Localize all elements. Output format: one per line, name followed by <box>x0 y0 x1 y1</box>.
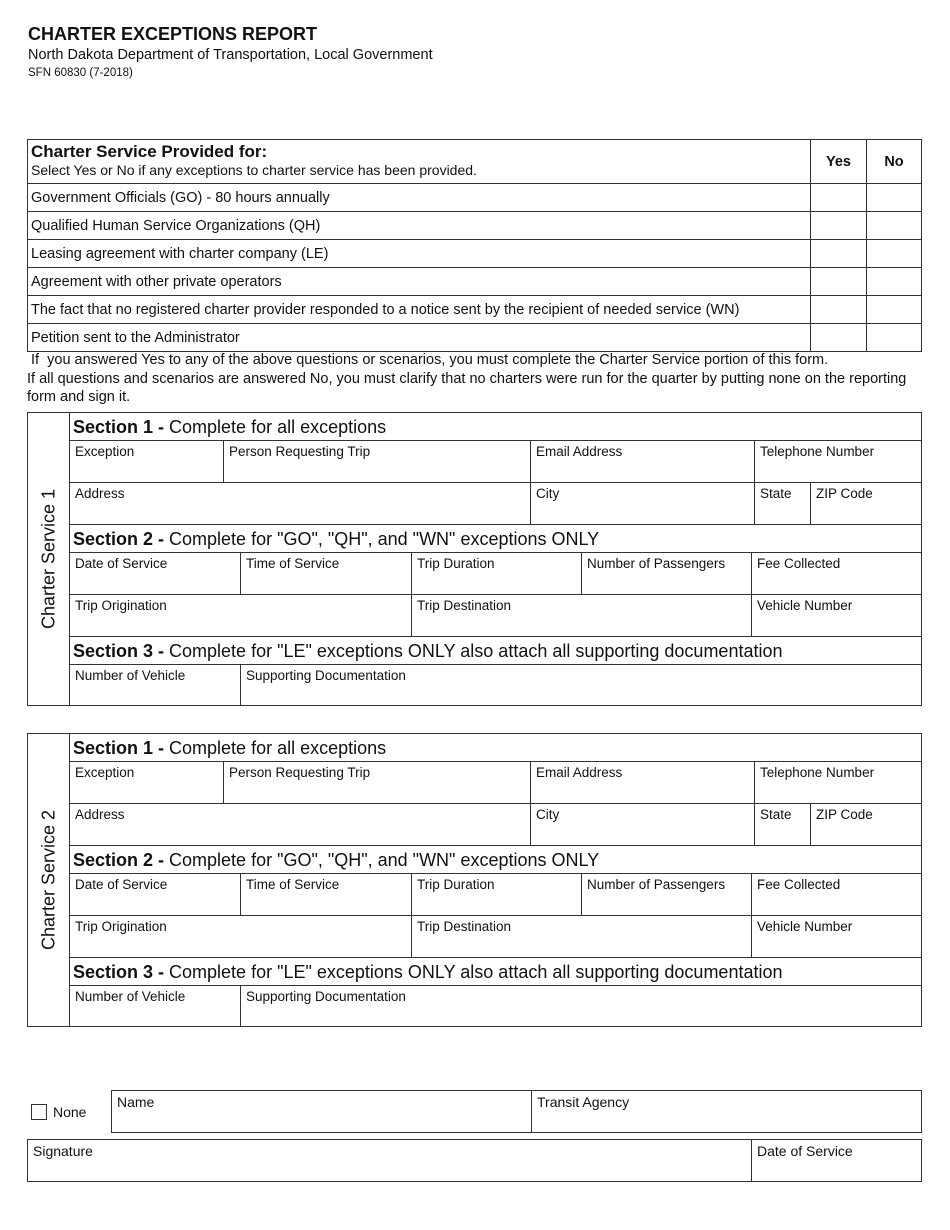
trip-destination-field[interactable]: Trip Destination <box>412 595 752 636</box>
section-2-row-2 <box>70 916 921 958</box>
yes-cell[interactable] <box>811 268 867 296</box>
no-cell[interactable] <box>867 296 922 324</box>
section-2-row-1 <box>70 553 921 595</box>
section-1-row-1 <box>70 762 921 804</box>
exception-field[interactable]: Exception <box>70 762 224 803</box>
time-of-service-field[interactable]: Time of Service <box>241 553 412 594</box>
row-label: Qualified Human Service Organizations (QH) <box>28 212 811 240</box>
section-3-text: Complete for "LE" exceptions ONLY also attach all supporting documentation <box>164 641 783 661</box>
charter-service-2-block <box>27 733 922 1027</box>
table-row <box>28 240 922 268</box>
yes-cell[interactable] <box>811 184 867 212</box>
row-label: The fact that no registered charter provider responded to a notice sent by the recipient of needed service (WN) <box>28 296 811 324</box>
time-of-service-field[interactable]: Time of Service <box>241 874 412 915</box>
table-row <box>28 212 922 240</box>
city-field[interactable]: City <box>531 483 755 524</box>
section-1-bold: Section 1 - <box>73 417 165 437</box>
section-2-row-1 <box>70 874 921 916</box>
instruction-note <box>27 351 922 407</box>
state-field[interactable]: State <box>755 483 811 524</box>
charter-service-side-label <box>28 413 70 705</box>
number-of-passengers-field[interactable]: Number of Passengers <box>582 553 752 594</box>
row-label: Agreement with other private operators <box>28 268 811 296</box>
no-cell[interactable] <box>867 240 922 268</box>
section-1-text: Complete for all exceptions <box>164 417 387 437</box>
name-agency-box <box>111 1090 922 1133</box>
date-of-service-field[interactable]: Date of Service <box>70 874 241 915</box>
section-3-header <box>70 637 921 665</box>
supporting-documentation-field[interactable]: Supporting Documentation <box>246 989 406 1004</box>
note-line-1: If you answered Yes to any of the above questions or scenarios, you must complete the Charter Service portion of this form. <box>27 352 829 368</box>
section-2-bold: Section 2 - <box>73 850 165 870</box>
table-header-row <box>28 140 922 184</box>
section-3-row <box>70 986 921 1026</box>
yes-cell[interactable] <box>811 240 867 268</box>
none-checkbox[interactable] <box>31 1104 47 1120</box>
yes-cell[interactable] <box>811 324 867 352</box>
no-column-header: No <box>867 140 922 184</box>
signature-box <box>27 1139 922 1182</box>
trip-origination-field[interactable]: Trip Origination <box>70 916 412 957</box>
side-label-text: Charter Service 2 <box>38 809 59 951</box>
state-field[interactable]: State <box>755 804 811 845</box>
charter-service-side-label <box>28 734 70 1026</box>
section-1-row-1 <box>70 441 921 483</box>
section-1-bold: Section 1 - <box>73 738 165 758</box>
table-row <box>28 296 922 324</box>
trip-duration-field[interactable]: Trip Duration <box>412 553 582 594</box>
person-requesting-trip-field[interactable]: Person Requesting Trip <box>224 441 531 482</box>
address-field[interactable]: Address <box>70 804 531 845</box>
person-requesting-trip-field[interactable]: Person Requesting Trip <box>224 762 531 803</box>
table-instruction: Select Yes or No if any exceptions to charter service has been provided. <box>31 162 477 178</box>
fee-collected-field[interactable]: Fee Collected <box>757 556 841 571</box>
section-3-header <box>70 958 921 986</box>
vehicle-number-field[interactable]: Vehicle Number <box>757 919 853 934</box>
section-1-row-2 <box>70 804 921 846</box>
none-label: None <box>53 1104 87 1120</box>
signature-field[interactable]: Signature <box>28 1140 752 1181</box>
telephone-number-field[interactable]: Telephone Number <box>760 444 875 459</box>
form-title: CHARTER EXCEPTIONS REPORT <box>28 24 318 44</box>
yes-cell[interactable] <box>811 296 867 324</box>
no-cell[interactable] <box>867 268 922 296</box>
transit-agency-field[interactable]: Transit Agency <box>537 1094 630 1110</box>
row-label: Government Officials (GO) - 80 hours annually <box>28 184 811 212</box>
supporting-documentation-field[interactable]: Supporting Documentation <box>246 668 406 683</box>
table-row <box>28 268 922 296</box>
no-cell[interactable] <box>867 324 922 352</box>
side-label-text: Charter Service 1 <box>38 488 59 630</box>
city-field[interactable]: City <box>531 804 755 845</box>
signoff-date-of-service-field[interactable]: Date of Service <box>757 1143 853 1159</box>
section-3-bold: Section 3 - <box>73 962 165 982</box>
section-1-header <box>70 413 921 441</box>
exception-field[interactable]: Exception <box>70 441 224 482</box>
section-3-text: Complete for "LE" exceptions ONLY also attach all supporting documentation <box>164 962 783 982</box>
section-2-bold: Section 2 - <box>73 529 165 549</box>
no-cell[interactable] <box>867 184 922 212</box>
date-of-service-field[interactable]: Date of Service <box>70 553 241 594</box>
table-header-cell <box>28 140 811 184</box>
address-field[interactable]: Address <box>70 483 531 524</box>
section-2-header <box>70 846 921 874</box>
section-1-header <box>70 734 921 762</box>
zip-code-field[interactable]: ZIP Code <box>816 807 873 822</box>
name-field[interactable]: Name <box>112 1091 532 1132</box>
section-1-text: Complete for all exceptions <box>164 738 387 758</box>
table-title: Charter Service Provided for: <box>31 142 268 161</box>
row-label: Leasing agreement with charter company (LE) <box>28 240 811 268</box>
trip-origination-field[interactable]: Trip Origination <box>70 595 412 636</box>
section-1-row-2 <box>70 483 921 525</box>
form-subtitle: North Dakota Department of Transportation, Local Government <box>28 47 433 63</box>
note-line-2: If all questions and scenarios are answered No, you must clarify that no charters were run for the quarter by putting none on the reporting form and sign it. <box>27 370 907 405</box>
zip-code-field[interactable]: ZIP Code <box>816 486 873 501</box>
number-of-vehicle-field[interactable]: Number of Vehicle <box>70 986 241 1026</box>
section-2-text: Complete for "GO", "QH", and "WN" exceptions ONLY <box>164 529 600 549</box>
trip-duration-field[interactable]: Trip Duration <box>412 874 582 915</box>
section-2-header <box>70 525 921 553</box>
email-address-field[interactable]: Email Address <box>531 762 755 803</box>
section-2-text: Complete for "GO", "QH", and "WN" exceptions ONLY <box>164 850 600 870</box>
table-row <box>28 324 922 352</box>
number-of-passengers-field[interactable]: Number of Passengers <box>582 874 752 915</box>
vehicle-number-field[interactable]: Vehicle Number <box>757 598 853 613</box>
yes-cell[interactable] <box>811 212 867 240</box>
no-cell[interactable] <box>867 212 922 240</box>
row-label: Petition sent to the Administrator <box>28 324 811 352</box>
table-row <box>28 184 922 212</box>
charter-service-1-block <box>27 412 922 706</box>
section-3-row <box>70 665 921 705</box>
yes-column-header: Yes <box>811 140 867 184</box>
section-2-row-2 <box>70 595 921 637</box>
email-address-field[interactable]: Email Address <box>531 441 755 482</box>
charter-service-table <box>27 139 922 352</box>
fee-collected-field[interactable]: Fee Collected <box>757 877 841 892</box>
section-3-bold: Section 3 - <box>73 641 165 661</box>
number-of-vehicle-field[interactable]: Number of Vehicle <box>70 665 241 705</box>
none-option[interactable] <box>31 1104 86 1120</box>
trip-destination-field[interactable]: Trip Destination <box>412 916 752 957</box>
telephone-number-field[interactable]: Telephone Number <box>760 765 875 780</box>
form-number: SFN 60830 (7-2018) <box>28 67 133 79</box>
